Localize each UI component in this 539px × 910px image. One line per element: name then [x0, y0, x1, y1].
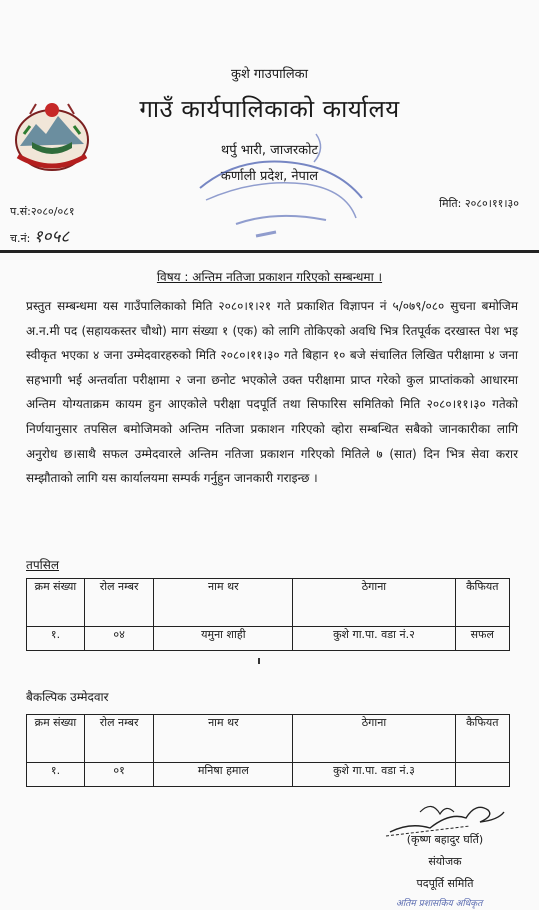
- col-remarks: कैफियत: [455, 579, 509, 627]
- col-name: नाम थर: [154, 579, 293, 627]
- cell-serial: १.: [27, 627, 85, 651]
- tapasil-heading: तपसिल: [26, 558, 60, 572]
- body-paragraph: प्रस्तुत सम्बन्धमा यस गाउँपालिकाको मिति २०८०।१।२१ गते प्रकाशित विज्ञापन नं ५/०७९/०८० सुचना बमोजिम अ.न.मी पद (सहायकस्तर चौथो) माग संख्या १ (एक) को लागि तोकिएको अवधि भित्र रितपूर्वक दरखास्त पेश भइ स्वीकृत भएका ४ जना उम्मेदवारहरुको मिति २०८०।११।३० गते बिहान १० बजे संचालित लिखित परीक्षामा ४ जना सहभागी भई अन्तर्वाता परीक्षामा २ जना छनोट भएकोले उक्त परीक्षामा प्राप्त गरेको कुल प्राप्तांकको आधारमा अन्तिम योग्यताक्रम कायम हुन आएकोले परीक्षा पदपूर्ति तथा सिफारिस समितिको मिति २०८०।११।३० गतेको निर्णयानुसार तपसिल बमोजिमको अन्तिम नतिजा प्रकाशन गरिएको व्होरा सम्बन्धित सबैको जानकारीका लागि अनुरोध छ।साथै सफल उम्मेदवारले अन्तिम नतिजा प्रकाशन गरिएको मितिले ७ (सात) दिन भित्र सेवा करार सम्झौताको लागि यस कार्यालयमा सम्पर्क गर्नुहुन जानकारी गराइन्छ ।: [26, 299, 518, 486]
- subject-line: [0, 268, 539, 285]
- table-header-row: [27, 579, 510, 627]
- col-name: नाम थर: [154, 715, 293, 763]
- dispatch-value: १०५८: [33, 227, 70, 247]
- result-table: [26, 578, 510, 651]
- cell-address: कुशे गा.पा. वडा नं.३: [293, 763, 455, 787]
- cell-remarks: [455, 763, 509, 787]
- signatory-committee: पदपूर्ति समिति: [416, 877, 474, 890]
- table-row: [27, 763, 510, 787]
- signatory-role: संयोजक: [428, 855, 462, 868]
- signature-stamp: अतिम प्रशासकिय अधिकृत: [396, 899, 483, 909]
- cell-serial: १.: [27, 763, 85, 787]
- col-serial: क्रम संख्या: [27, 715, 85, 763]
- signatory-name: (कृष्ण बहादुर घर्ति): [406, 833, 484, 846]
- cell-roll: ०४: [84, 627, 153, 651]
- col-roll: रोल नम्बर: [84, 715, 153, 763]
- col-roll: रोल नम्बर: [84, 579, 153, 627]
- header-divider: [0, 250, 539, 253]
- subject-text: विषय : अन्तिम नतिजा प्रकाशन गरिएको सम्बन्धमा ।: [156, 270, 383, 284]
- letter-date: मिति: २०८०।११।३०: [439, 197, 519, 210]
- col-remarks: कैफियत: [455, 715, 509, 763]
- cell-roll: ०१: [84, 763, 153, 787]
- office-title: गाउँ कार्यपालिकाको कार्यालय: [139, 95, 400, 123]
- cell-name: मनिषा हमाल: [154, 763, 293, 787]
- table-header-row: [27, 715, 510, 763]
- reference-number: प.सं:२०८०/०८१: [10, 205, 75, 218]
- table-row: [27, 627, 510, 651]
- dispatch-number: [10, 224, 69, 247]
- stray-mark: [258, 658, 260, 664]
- dispatch-label: च.नं:: [10, 232, 31, 245]
- office-stamp-icon: [196, 128, 366, 243]
- alternate-table: [26, 714, 510, 787]
- cell-address: कुशे गा.पा. वडा नं.२: [293, 627, 455, 651]
- col-serial: क्रम संख्या: [27, 579, 85, 627]
- alternate-heading: बैकल्पिक उम्मेदवार: [26, 690, 109, 704]
- municipality-name: कुशे गाउपालिका: [230, 67, 309, 82]
- address-line-1: थर्पु भारी, जाजरकोट: [220, 143, 319, 158]
- col-address: ठेगाना: [293, 715, 455, 763]
- col-address: ठेगाना: [293, 579, 455, 627]
- cell-remarks: सफल: [455, 627, 509, 651]
- cell-name: यमुना शाही: [154, 627, 293, 651]
- address-line-2: कर्णाली प्रदेश, नेपाल: [220, 169, 319, 184]
